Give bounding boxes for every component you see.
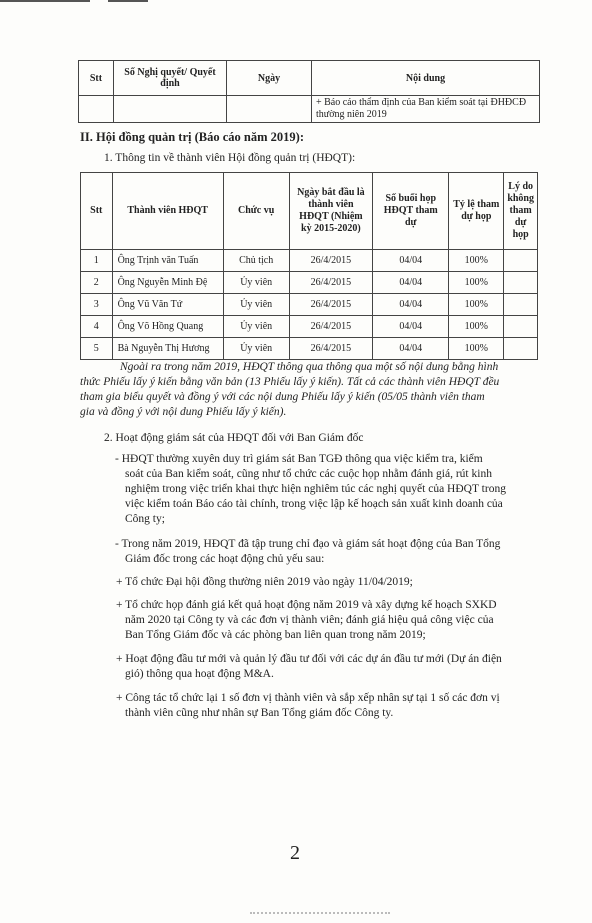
dash2-line-2: Giám đốc trong các hoạt động chủ yếu sau: xyxy=(125,553,325,565)
cell-member: Ông Vũ Văn Tứ xyxy=(112,294,223,316)
cell-stt: 1 xyxy=(81,250,113,272)
note-line-2: thức Phiếu lấy ý kiến bằng văn bản (13 Phiếu lấy ý kiến). Tất cả các thành viên HĐQT đều xyxy=(80,376,500,388)
col-stt: Stt xyxy=(81,173,113,250)
section-title: II. Hội đồng quản trị (Báo cáo năm 2019): xyxy=(80,130,304,144)
cell-meetings: 04/04 xyxy=(373,272,449,294)
plus2-line-3: Ban Tổng Giám đốc và các phòng ban liên quan trong năm 2019; xyxy=(125,629,426,641)
col-date: Ngày xyxy=(227,61,312,96)
dash1-line-1: - HĐQT thường xuyên duy trì giám sát Ban TGĐ thông qua việc kiểm tra, kiểm xyxy=(115,453,483,465)
col-start-date: Ngày bắt đầu là thành viên HĐQT (Nhiệm kỳ 2015-2020) xyxy=(289,173,373,250)
cell-rate: 100% xyxy=(449,338,504,360)
col-resolution-no: Số Nghị quyết/ Quyết định xyxy=(114,61,227,96)
cell-rate: 100% xyxy=(449,316,504,338)
table-row xyxy=(79,96,540,123)
cell-start-date: 26/4/2015 xyxy=(289,272,373,294)
cell-start-date: 26/4/2015 xyxy=(289,338,373,360)
cell-member: Ông Võ Hồng Quang xyxy=(112,316,223,338)
header-rule xyxy=(0,0,160,3)
cell-reason xyxy=(504,272,538,294)
cell-meetings: 04/04 xyxy=(373,250,449,272)
cell-member: Ông Nguyễn Minh Đệ xyxy=(112,272,223,294)
cell-start-date: 26/4/2015 xyxy=(289,294,373,316)
cell-start-date: 26/4/2015 xyxy=(289,316,373,338)
cell-meetings: 04/04 xyxy=(373,294,449,316)
cell-stt xyxy=(79,96,114,123)
col-position: Chức vụ xyxy=(223,173,289,250)
table-header-row xyxy=(79,61,540,96)
plus3-line-2: gió) thông qua hoạt động M&A. xyxy=(125,668,274,680)
cell-stt: 5 xyxy=(81,338,113,360)
subsection-1-title: 1. Thông tin về thành viên Hội đồng quản trị (HĐQT): xyxy=(104,152,356,164)
col-meetings: Số buổi họp HĐQT tham dự xyxy=(373,173,449,250)
note-line-3: tham gia biểu quyết và đồng ý với các nội dung Phiếu lấy ý kiến (05/05 thành viên tham xyxy=(80,391,485,403)
note-line-1: Ngoài ra trong năm 2019, HĐQT thông qua thông qua một số nội dung bằng hình xyxy=(120,361,499,373)
cell-rate: 100% xyxy=(449,294,504,316)
table-row xyxy=(81,272,538,294)
plus2-line-2: năm 2020 tại Công ty và các đơn vị thành viên; đánh giá hiệu quả công việc của xyxy=(125,614,494,626)
cell-reason xyxy=(504,294,538,316)
dash1-line-4: việc kiểm toán Báo cáo tài chính, trong việc lập kế hoạch sản xuất kinh doanh của xyxy=(125,498,503,510)
plus2-line-1: + Tổ chức họp đánh giá kết quả hoạt động năm 2019 và xây dựng kế hoạch SXKD xyxy=(116,599,497,611)
note-line-4: gia và đồng ý với nội dung Phiếu lấy ý kiến). xyxy=(80,406,287,418)
table-row xyxy=(81,250,538,272)
cell-meetings: 04/04 xyxy=(373,316,449,338)
cell-position: Ủy viên xyxy=(223,338,289,360)
subsection-2-title: 2. Hoạt động giám sát của HĐQT đối với Ban Giám đốc xyxy=(104,432,364,444)
cell-resolution-no xyxy=(114,96,227,123)
cell-date xyxy=(227,96,312,123)
cell-stt: 3 xyxy=(81,294,113,316)
col-rate: Tỷ lệ tham dự họp xyxy=(449,173,504,250)
cell-member: Ông Trịnh văn Tuấn xyxy=(112,250,223,272)
plus3-line-1: + Hoạt động đầu tư mới và quản lý đầu tư đối với các dự án đầu tư mới (Dự án điện xyxy=(116,653,502,665)
cell-content: + Báo cáo thẩm định của Ban kiểm soát tại ĐHĐCĐ thường niên 2019 xyxy=(312,96,540,123)
dash1-line-3: nghiệm trong việc triển khai thực hiện nghiêm túc các nghị quyết của HĐQT trong xyxy=(125,483,506,495)
cell-stt: 4 xyxy=(81,316,113,338)
col-reason: Lý do không tham dự họp xyxy=(504,173,538,250)
plus-item-1: + Tổ chức Đại hội đồng thường niên 2019 vào ngày 11/04/2019; xyxy=(116,576,413,588)
cell-start-date: 26/4/2015 xyxy=(289,250,373,272)
table-row xyxy=(81,294,538,316)
table-header-row xyxy=(81,173,538,250)
cell-position: Ủy viên xyxy=(223,272,289,294)
cell-member: Bà Nguyễn Thị Hương xyxy=(112,338,223,360)
cell-position: Ủy viên xyxy=(223,316,289,338)
cell-reason xyxy=(504,250,538,272)
resolutions-table xyxy=(78,60,540,123)
dash1-line-5: Công ty; xyxy=(125,513,165,525)
cell-stt: 2 xyxy=(81,272,113,294)
dash1-line-2: soát của Ban kiểm soát, cũng như tổ chức các cuộc họp nhằm đánh giá, rút kinh xyxy=(125,468,492,480)
plus4-line-1: + Công tác tổ chức lại 1 số đơn vị thành viên và sắp xếp nhân sự tại 1 số các đơn vị xyxy=(116,692,500,704)
footer-marks xyxy=(250,912,390,920)
cell-rate: 100% xyxy=(449,272,504,294)
col-content: Nội dung xyxy=(312,61,540,96)
table-row xyxy=(81,338,538,360)
page-number: 2 xyxy=(290,842,300,864)
col-member: Thành viên HĐQT xyxy=(112,173,223,250)
board-members-table xyxy=(80,172,538,360)
dash2-line-1: - Trong năm 2019, HĐQT đã tập trung chỉ đạo và giám sát hoạt động của Ban Tổng xyxy=(115,538,501,550)
plus4-line-2: thành viên cũng như nhân sự Ban Tổng giám đốc Công ty. xyxy=(125,707,394,719)
table-row xyxy=(81,316,538,338)
col-stt: Stt xyxy=(79,61,114,96)
cell-reason xyxy=(504,338,538,360)
cell-rate: 100% xyxy=(449,250,504,272)
cell-meetings: 04/04 xyxy=(373,338,449,360)
cell-position: Chủ tịch xyxy=(223,250,289,272)
cell-reason xyxy=(504,316,538,338)
cell-position: Ủy viên xyxy=(223,294,289,316)
